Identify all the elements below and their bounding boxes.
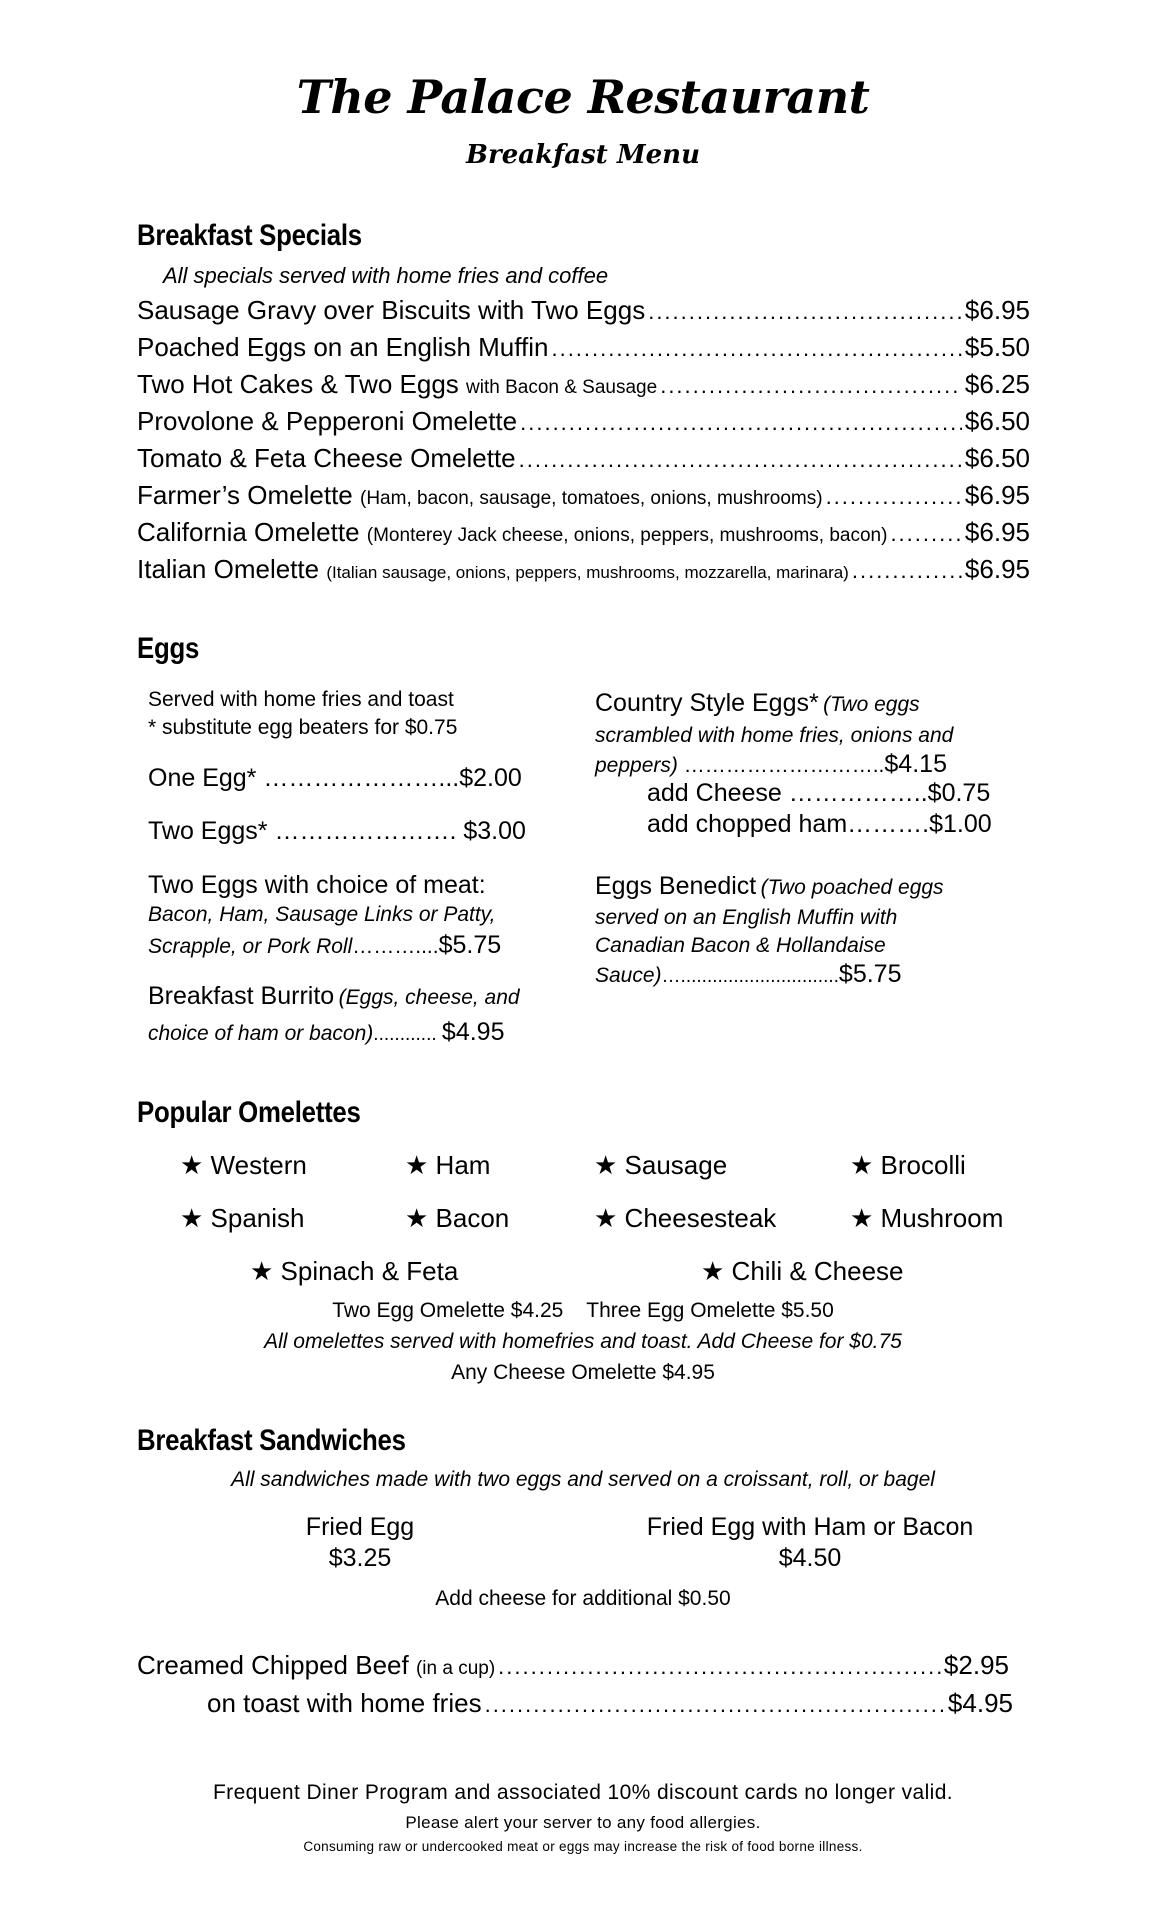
- leader-dots: ............: [373, 1024, 442, 1045]
- omelette-brocolli: ★ Brocolli: [850, 1150, 966, 1180]
- sandwich-price: $3.25: [328, 1544, 392, 1572]
- omelette-bacon: ★ Bacon: [405, 1203, 510, 1233]
- special-item: [137, 517, 1030, 548]
- special-name: Italian Omelette: [137, 554, 320, 584]
- special-price: $6.50: [964, 406, 1030, 436]
- item-desc: Scrapple, or Pork Roll: [148, 935, 353, 958]
- eggs-note-2: * substitute egg beaters for $0.75: [148, 716, 458, 739]
- country-style-item: [595, 689, 953, 782]
- item-price: $4.95: [441, 1018, 505, 1046]
- item-price: $5.75: [838, 960, 902, 988]
- leader-dots: [826, 484, 962, 510]
- special-price: $6.50: [964, 443, 1030, 473]
- special-price: $6.95: [964, 517, 1030, 547]
- meat-item: [148, 870, 501, 964]
- specials-heading: Breakfast Specials: [137, 219, 362, 252]
- item-desc: Canadian Bacon & Hollandaise: [595, 934, 886, 957]
- leader-dots: [852, 558, 962, 584]
- special-detail: (Monterey Jack cheese, onions, peppers, mushrooms, bacon): [366, 525, 888, 546]
- item-price: $5.75: [438, 931, 502, 959]
- item-price: $2.95: [943, 1650, 1009, 1680]
- leader-dots: [890, 521, 961, 547]
- special-price: $6.25: [964, 369, 1030, 399]
- item-desc: Bacon, Ham, Sausage Links or Patty,: [148, 903, 496, 926]
- special-detail: (Italian sausage, onions, peppers, mushrooms, mozzarella, marinara): [326, 563, 849, 582]
- leader-dots: [498, 1654, 941, 1680]
- leader-dots: ………....: [352, 935, 439, 958]
- burrito-item: [148, 980, 520, 1052]
- specials-note: All specials served with home fries and coffee: [163, 263, 609, 288]
- item-desc: (Eggs, cheese, and: [338, 986, 520, 1009]
- item-price: $2.00: [459, 764, 522, 792]
- item-name: Creamed Chipped Beef: [137, 1650, 409, 1680]
- sandwich-fried-egg-ham-bacon: [600, 1512, 1020, 1574]
- add-cheese-item: [647, 779, 990, 808]
- item-price: $4.15: [884, 750, 947, 778]
- omelette-sausage: ★ Sausage: [594, 1150, 728, 1180]
- special-price: $6.95: [964, 554, 1030, 584]
- eggs-benedict-item: [595, 872, 944, 992]
- leader-dots: …..............................: [661, 966, 839, 987]
- leader-dots: [485, 1692, 945, 1718]
- sandwich-name: Fried Egg with Ham or Bacon: [646, 1513, 974, 1541]
- special-name: Poached Eggs on an English Muffin: [137, 332, 549, 362]
- omelette-spanish: ★ Spanish: [180, 1203, 305, 1233]
- special-name: Two Hot Cakes & Two Eggs: [137, 369, 459, 399]
- special-name: California Omelette: [137, 517, 360, 547]
- omelette-mushroom: ★ Mushroom: [850, 1203, 1004, 1233]
- leader-dots: [519, 447, 962, 473]
- item-name: One Egg*: [148, 764, 257, 792]
- item-price: $4.95: [947, 1688, 1013, 1718]
- menu-subtitle: Breakfast Menu: [466, 140, 700, 170]
- omelette-prices: Two Egg Omelette $4.25 Three Egg Omelette $5.50: [332, 1299, 834, 1322]
- omelette-chili-cheese: ★ Chili & Cheese: [701, 1256, 904, 1286]
- omelette-ham: ★ Ham: [405, 1150, 491, 1180]
- item-name: Two Eggs with choice of meat:: [148, 871, 486, 899]
- special-item: [137, 443, 1030, 474]
- special-item: [137, 295, 1030, 326]
- cheese-omelette: Any Cheese Omelette $4.95: [451, 1361, 715, 1384]
- star-icon: ★: [405, 1203, 429, 1233]
- item-desc: scrambled with home fries, onions and: [595, 724, 954, 747]
- leader-dots: …………………...: [263, 764, 460, 792]
- special-price: $6.95: [964, 480, 1030, 510]
- frequent-diner-notice: Frequent Diner Program and associated 10% discount cards no longer valid.: [212, 1781, 954, 1804]
- special-item: [137, 406, 1030, 437]
- star-icon: ★: [180, 1150, 204, 1180]
- eggs-notes: [148, 686, 457, 742]
- allergy-notice: Please alert your server to any food allergies.: [405, 1813, 761, 1832]
- eggs-note-1: Served with home fries and toast: [148, 688, 454, 711]
- special-item: [137, 480, 1030, 511]
- special-price: $6.95: [964, 295, 1030, 325]
- special-detail: with Bacon & Sausage: [466, 377, 658, 398]
- item-price: $0.75: [927, 779, 991, 807]
- leader-dots: ……………..: [781, 779, 928, 807]
- leader-dots: [520, 410, 962, 436]
- star-icon: ★: [594, 1203, 618, 1233]
- special-name: Tomato & Feta Cheese Omelette: [137, 443, 516, 473]
- item-desc: served on an English Muffin with: [595, 906, 898, 929]
- item-price: $3.00: [463, 817, 526, 845]
- beef-on-toast: [207, 1688, 1013, 1719]
- two-eggs-item: [148, 817, 526, 846]
- star-icon: ★: [850, 1150, 874, 1180]
- sandwich-cheese-addon: Add cheese for additional $0.50: [435, 1587, 731, 1610]
- special-item: [137, 554, 1030, 585]
- eggs-heading: Eggs: [137, 632, 200, 665]
- special-item: [137, 369, 1030, 400]
- omelettes-heading: Popular Omelettes: [137, 1096, 361, 1129]
- item-name: Two Eggs*: [148, 817, 268, 845]
- item-detail: (in a cup): [415, 1658, 496, 1679]
- star-icon: ★: [701, 1256, 725, 1286]
- omelette-note: All omelettes served with homefries and toast. Add Cheese for $0.75: [264, 1330, 902, 1353]
- omelette-spinach-feta: ★ Spinach & Feta: [250, 1256, 459, 1286]
- star-icon: ★: [405, 1150, 429, 1180]
- special-name: Provolone & Pepperoni Omelette: [137, 406, 518, 436]
- item-name: on toast with home fries: [207, 1688, 482, 1718]
- omelette-western: ★ Western: [180, 1150, 307, 1180]
- item-desc: (Two eggs: [823, 693, 920, 716]
- special-price: $5.50: [964, 332, 1030, 362]
- star-icon: ★: [250, 1256, 274, 1286]
- item-desc: peppers): [595, 754, 678, 777]
- item-desc: choice of ham or bacon): [148, 1022, 374, 1045]
- one-egg-item: [148, 764, 522, 793]
- raw-food-warning: Consuming raw or undercooked meat or eggs may increase the risk of food borne illness.: [303, 1839, 863, 1854]
- item-name: Country Style Eggs*: [595, 689, 819, 717]
- add-ham-item: [647, 810, 992, 839]
- item-name: add Cheese: [647, 779, 782, 807]
- sandwiches-heading: Breakfast Sandwiches: [137, 1424, 406, 1457]
- item-price: $1.00: [929, 810, 992, 838]
- item-name: add chopped ham: [647, 810, 848, 838]
- star-icon: ★: [850, 1203, 874, 1233]
- item-desc: Sauce): [595, 964, 662, 987]
- leader-dots: ……….: [847, 810, 930, 838]
- special-detail: (Ham, bacon, sausage, tomatoes, onions, mushrooms): [360, 488, 823, 509]
- leader-dots: [660, 373, 962, 399]
- leader-dots: [551, 336, 961, 362]
- sandwich-name: Fried Egg: [305, 1513, 415, 1541]
- leader-dots: [648, 299, 962, 325]
- restaurant-title: The Palace Restaurant: [296, 70, 870, 124]
- leader-dots: ………………………..: [677, 754, 885, 777]
- star-icon: ★: [180, 1203, 204, 1233]
- sandwiches-note: All sandwiches made with two eggs and served on a croissant, roll, or bagel: [231, 1468, 935, 1491]
- special-item: [137, 332, 1030, 363]
- omelette-cheesesteak: ★ Cheesesteak: [594, 1203, 777, 1233]
- creamed-chipped-beef: [137, 1650, 1009, 1681]
- special-name: Farmer’s Omelette: [137, 480, 353, 510]
- item-name: Eggs Benedict: [595, 872, 757, 900]
- sandwich-fried-egg: [260, 1512, 460, 1574]
- star-icon: ★: [594, 1150, 618, 1180]
- sandwich-price: $4.50: [778, 1544, 842, 1572]
- item-name: Breakfast Burrito: [148, 982, 335, 1010]
- leader-dots: ………………….: [274, 817, 464, 845]
- item-desc: (Two poached eggs: [760, 876, 944, 899]
- special-name: Sausage Gravy over Biscuits with Two Eggs: [137, 295, 646, 325]
